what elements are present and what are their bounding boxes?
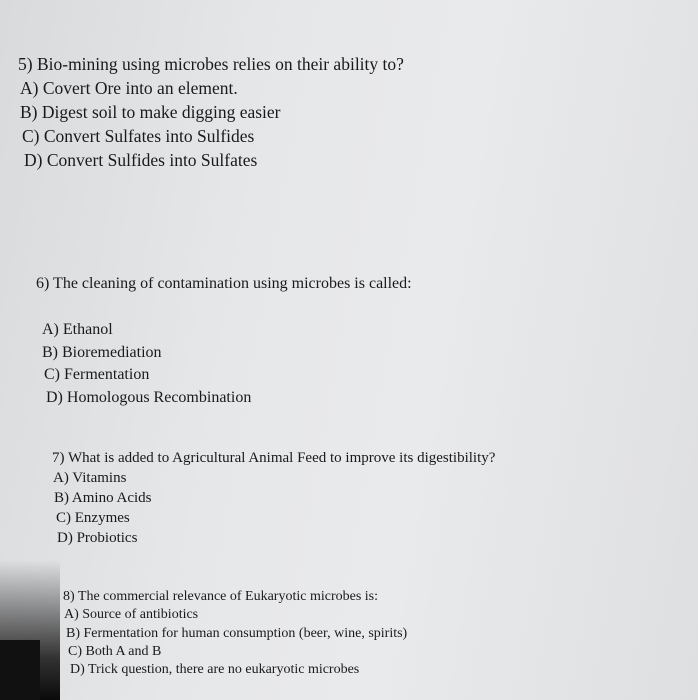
question-8 bbox=[63, 590, 407, 681]
answer-option-a: A) Source of antibiotics bbox=[64, 607, 199, 623]
answer-option-d: D) Convert Sulfides into Sulfates bbox=[24, 150, 258, 170]
answer-option-c: C) Both A and B bbox=[68, 643, 162, 659]
question-5 bbox=[18, 56, 404, 176]
answer-option-c: C) Convert Sulfates into Sulfides bbox=[22, 126, 255, 146]
answer-option-b: B) Amino Acids bbox=[54, 490, 152, 506]
answer-option-a: A) Ethanol bbox=[42, 321, 113, 338]
answer-option-c: C) Enzymes bbox=[56, 510, 130, 526]
answer-option-a: A) Covert Ore into an element. bbox=[20, 78, 238, 98]
answer-option-b: B) Fermentation for human consumption (beer, wine, spirits) bbox=[66, 625, 408, 641]
question-7 bbox=[52, 451, 495, 551]
question-stem: 8) The commercial relevance of Eukaryotic microbes is: bbox=[63, 589, 378, 604]
answer-option-c: C) Fermentation bbox=[44, 366, 150, 383]
question-stem: 7) What is added to Agricultural Animal Feed to improve its digestibility? bbox=[52, 450, 496, 466]
answer-option-a: A) Vitamins bbox=[53, 470, 127, 486]
question-stem: 5) Bio-mining using microbes relies on their ability to? bbox=[18, 54, 404, 74]
question-stem: 6) The cleaning of contamination using microbes is called: bbox=[36, 275, 412, 292]
answer-option-d: D) Homologous Recombination bbox=[46, 388, 252, 406]
answer-option-b: B) Bioremediation bbox=[42, 343, 162, 361]
answer-option-d: D) Trick question, there are no eukaryotic microbes bbox=[70, 662, 360, 678]
answer-option-d: D) Probiotics bbox=[57, 530, 138, 546]
answer-option-b: B) Digest soil to make digging easier bbox=[20, 102, 281, 122]
photo-corner-dark bbox=[0, 640, 40, 700]
question-6 bbox=[36, 276, 412, 412]
